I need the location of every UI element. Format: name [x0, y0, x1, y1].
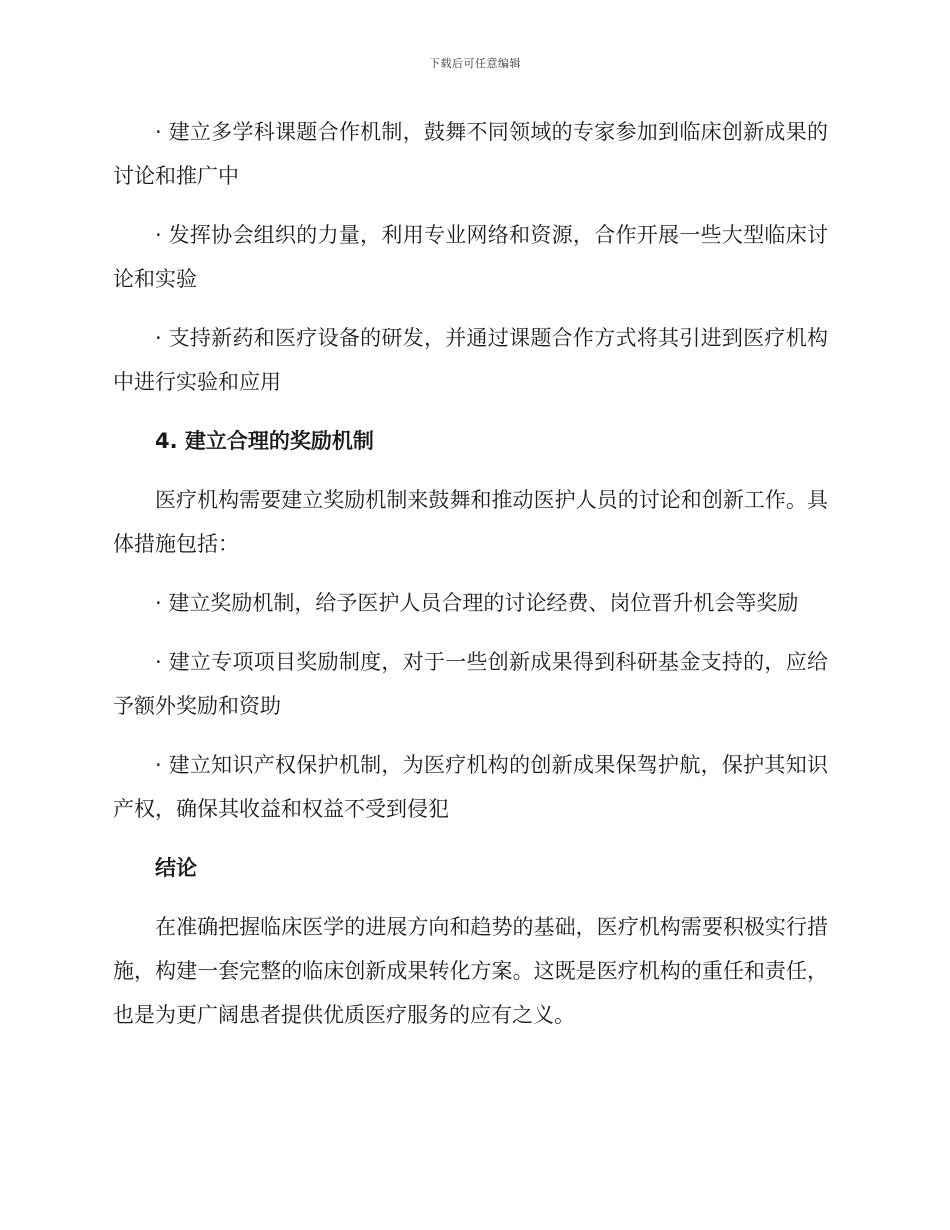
document-body: [113, 110, 828, 1052]
bullet-paragraph: · 发挥协会组织的力量，利用专业网络和资源，合作开展一些大型临床讨论和实验: [113, 223, 828, 291]
body-paragraph: 医疗机构需要建立奖励机制来鼓舞和推动医护人员的讨论和创新工作。具体措施包括：: [113, 488, 828, 556]
bullet-paragraph: · 支持新药和医疗设备的研发，并通过课题合作方式将其引进到医疗机构中进行实验和应用: [113, 326, 828, 394]
bullet-paragraph: · 建立知识产权保护机制，为医疗机构的创新成果保驾护航，保护其知识产权，确保其收益和权益不受到侵犯: [113, 753, 828, 821]
section-heading: 结论: [155, 856, 197, 880]
bullet-paragraph: · 建立专项项目奖励制度，对于一些创新成果得到科研基金支持的，应给予额外奖励和资助: [113, 650, 828, 718]
page-header: 下载后可任意编辑: [429, 57, 521, 70]
bullet-paragraph: · 建立奖励机制，给予医护人员合理的讨论经费、岗位晋升机会等奖励: [155, 591, 799, 615]
conclusion-paragraph: 在准确把握临床医学的进展方向和趋势的基础，医疗机构需要积极实行措施，构建一套完整的临床创新成果转化方案。这既是医疗机构的重任和责任，也是为更广阔患者提供优质医疗服务的应有之义。: [113, 915, 828, 1027]
section-heading: 4. 建立合理的奖励机制: [155, 429, 374, 453]
bullet-paragraph: · 建立多学科课题合作机制，鼓舞不同领域的专家参加到临床创新成果的讨论和推广中: [113, 120, 828, 188]
